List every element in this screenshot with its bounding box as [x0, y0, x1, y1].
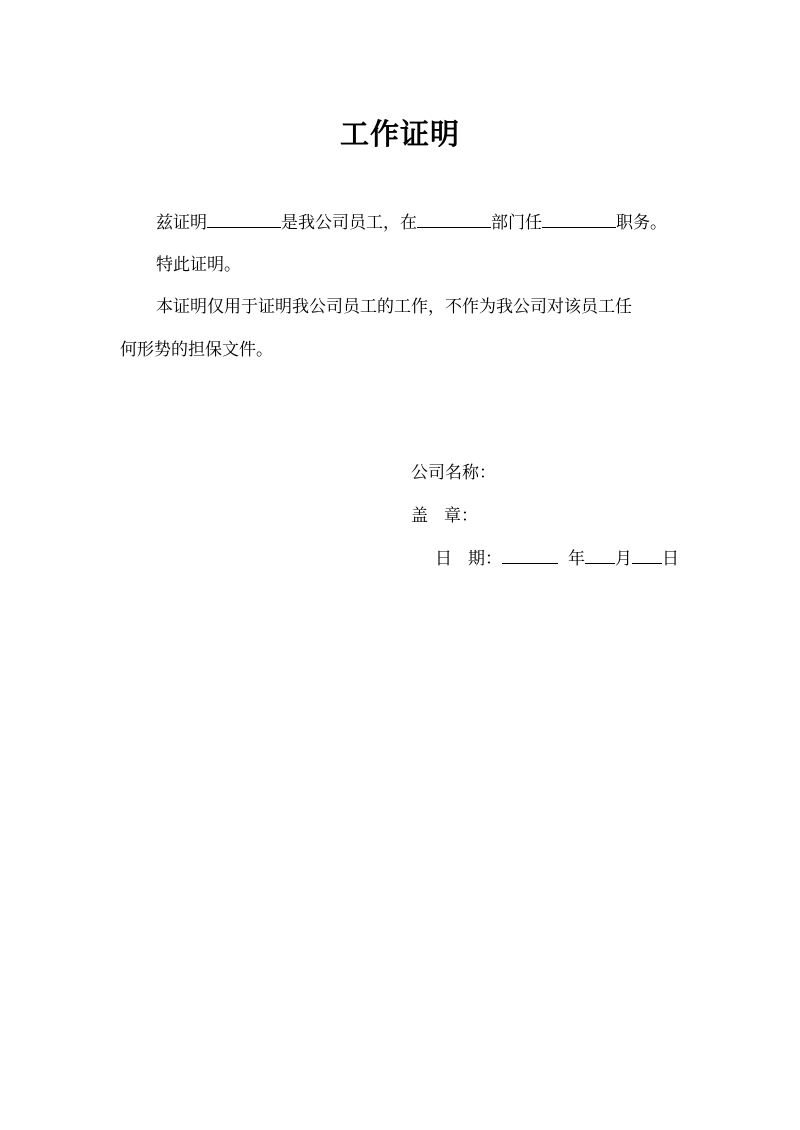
department-blank[interactable]: [417, 211, 491, 228]
certification-line: [156, 211, 736, 234]
cert-prefix: 兹证明: [156, 213, 207, 233]
day-blank[interactable]: [632, 547, 662, 564]
month-label: 月: [615, 549, 632, 569]
date-label-char-2: 期：: [468, 549, 502, 569]
disclaimer-line-1: 本证明仅用于证明我公司员工的工作，不作为我公司对该员工任: [156, 297, 632, 317]
hereby-line: 特此证明。: [156, 255, 241, 275]
cert-mid-2: 部门任: [491, 213, 542, 233]
seal-field: [411, 505, 478, 527]
month-blank[interactable]: [585, 547, 615, 564]
year-label: 年: [568, 549, 585, 569]
day-label: 日: [662, 549, 679, 569]
date-label-char-1: 日: [435, 549, 452, 569]
year-blank[interactable]: [502, 547, 558, 564]
date-field: [435, 547, 679, 570]
company-name-field: [411, 462, 496, 484]
seal-label-char-1: 盖: [411, 506, 428, 526]
company-name-label: 公司名称：: [411, 463, 496, 483]
document-title: 工作证明: [339, 117, 460, 151]
cert-mid-1: 是我公司员工，在: [281, 213, 417, 233]
cert-suffix: 职务。: [616, 213, 667, 233]
seal-label-char-2: 章：: [444, 506, 478, 526]
position-blank[interactable]: [542, 211, 616, 228]
disclaimer-line-2: 何形势的担保文件。: [120, 340, 273, 360]
employee-name-blank[interactable]: [207, 211, 281, 228]
